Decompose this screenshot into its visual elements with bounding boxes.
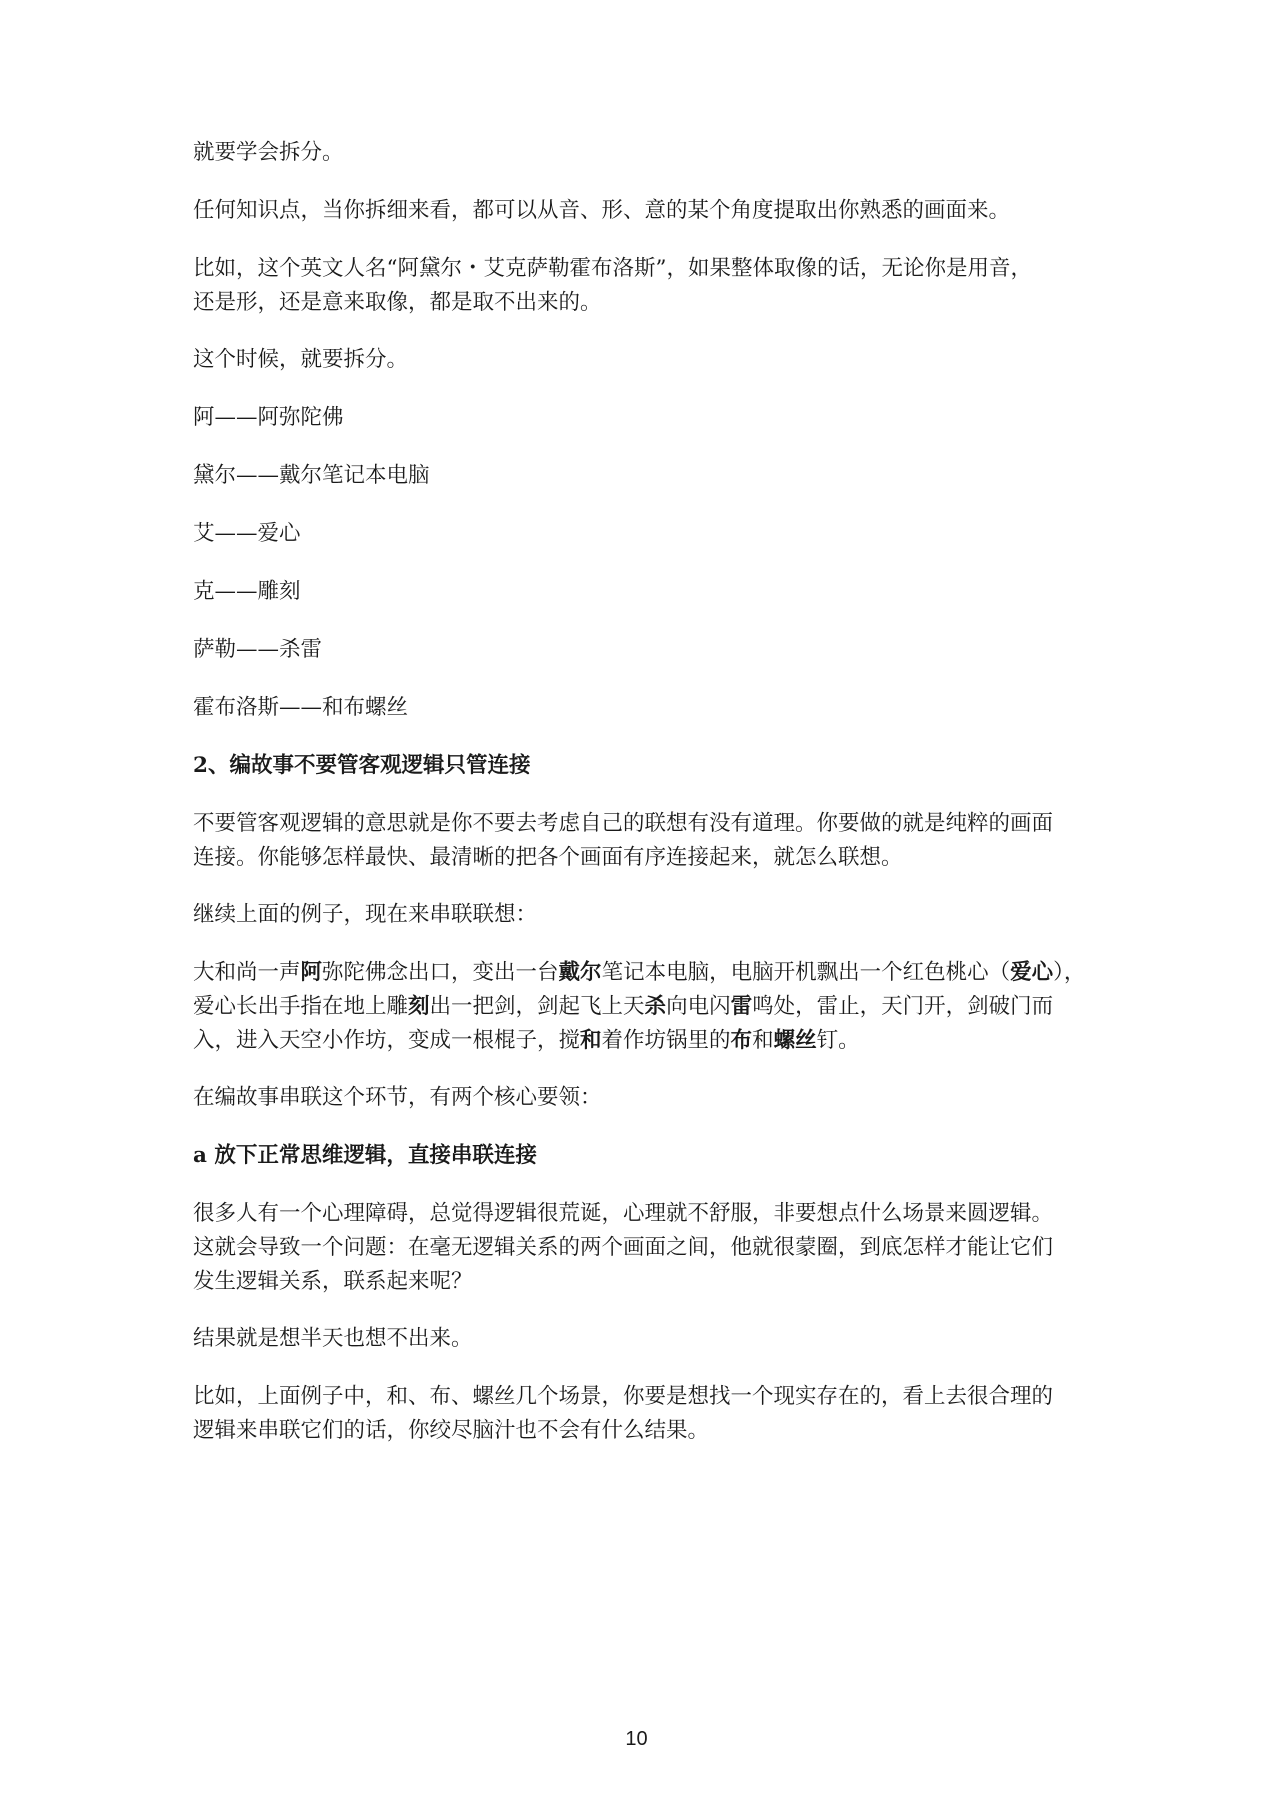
story-text: 入，进入天空小作坊，变成一根棍子，搅 bbox=[193, 1028, 581, 1053]
story-text: ）， bbox=[1053, 960, 1086, 985]
text-line: 黛尔——戴尔笔记本电脑 bbox=[193, 463, 430, 488]
bold-keyword: 布 bbox=[730, 1028, 753, 1053]
story-text: 钉。 bbox=[816, 1028, 860, 1053]
text-line: 霍布洛斯——和布螺丝 bbox=[193, 695, 409, 720]
text-line: 在编故事串联这个环节，有两个核心要领： bbox=[193, 1085, 602, 1110]
bold-keyword: 阿 bbox=[300, 960, 323, 985]
heading-text: a 放下正常思维逻辑，直接串联连接 bbox=[193, 1143, 537, 1168]
bold-keyword: 戴尔 bbox=[558, 960, 602, 985]
paragraph bbox=[193, 1197, 1088, 1299]
paragraph bbox=[193, 194, 1088, 228]
story-paragraph bbox=[193, 956, 1088, 1058]
story-text: 出一把剑，剑起飞上天 bbox=[429, 994, 645, 1019]
text-line: 艾——爱心 bbox=[193, 521, 301, 546]
paragraph bbox=[193, 1380, 1088, 1448]
story-line bbox=[193, 956, 1088, 990]
story-text: 鸣处，雷止，天门开，剑破门而 bbox=[752, 994, 1054, 1019]
text-line: 还是形，还是意来取像，都是取不出来的。 bbox=[193, 290, 602, 315]
paragraph bbox=[193, 898, 1088, 932]
story-text: 和 bbox=[752, 1028, 774, 1053]
story-text: 着作坊锅里的 bbox=[601, 1028, 731, 1053]
bold-keyword: 雷 bbox=[730, 994, 753, 1019]
paragraph bbox=[193, 136, 1088, 170]
section-heading bbox=[193, 749, 1088, 783]
heading-text: 2、编故事不要管客观逻辑只管连接 bbox=[193, 753, 531, 778]
paragraph bbox=[193, 1081, 1088, 1115]
sub-heading bbox=[193, 1139, 1088, 1173]
text-line: 这个时候，就要拆分。 bbox=[193, 347, 409, 372]
text-line: 逻辑来串联它们的话，你绞尽脑汁也不会有什么结果。 bbox=[193, 1418, 710, 1443]
story-text: 向电闪 bbox=[666, 994, 731, 1019]
list-item bbox=[193, 459, 1088, 493]
story-line bbox=[193, 990, 1088, 1024]
text-line: 阿——阿弥陀佛 bbox=[193, 405, 344, 430]
text-line: 就要学会拆分。 bbox=[193, 140, 344, 165]
list-item bbox=[193, 691, 1088, 725]
bold-keyword: 和 bbox=[580, 1028, 602, 1053]
text-line: 很多人有一个心理障碍，总觉得逻辑很荒诞，心理就不舒服，非要想点什么场景来圆逻辑。 bbox=[193, 1201, 1054, 1226]
text-line: 比如，这个英文人名“阿黛尔・艾克萨勒霍布洛斯”，如果整体取像的话，无论你是用音， bbox=[193, 256, 1032, 281]
text-line: 结果就是想半天也想不出来。 bbox=[193, 1326, 473, 1351]
bold-keyword: 爱心 bbox=[1010, 960, 1054, 985]
story-text: 爱心长出手指在地上雕 bbox=[193, 994, 409, 1019]
paragraph bbox=[193, 1322, 1088, 1356]
paragraph bbox=[193, 807, 1088, 875]
text-line: 发生逻辑关系，联系起来呢？ bbox=[193, 1269, 473, 1294]
list-item bbox=[193, 633, 1088, 667]
bold-keyword: 螺丝 bbox=[773, 1028, 817, 1053]
text-line: 不要管客观逻辑的意思就是你不要去考虑自己的联想有没有道理。你要做的就是纯粹的画面 bbox=[193, 811, 1054, 836]
bold-keyword: 刻 bbox=[408, 994, 430, 1019]
text-line: 这就会导致一个问题：在毫无逻辑关系的两个画面之间，他就很蒙圈，到底怎样才能让它们 bbox=[193, 1235, 1054, 1260]
text-line: 继续上面的例子，现在来串联联想： bbox=[193, 902, 538, 927]
text-line: 克——雕刻 bbox=[193, 579, 301, 604]
bold-keyword: 杀 bbox=[644, 994, 667, 1019]
story-text: 大和尚一声 bbox=[193, 960, 301, 985]
paragraph bbox=[193, 343, 1088, 377]
text-line: 任何知识点，当你拆细来看，都可以从音、形、意的某个角度提取出你熟悉的画面来。 bbox=[193, 198, 1011, 223]
story-text: 弥陀佛念出口，变出一台 bbox=[322, 960, 559, 985]
story-text: 笔记本电脑，电脑开机飘出一个红色桃心（ bbox=[601, 960, 1011, 985]
list-item bbox=[193, 517, 1088, 551]
text-line: 萨勒——杀雷 bbox=[193, 637, 323, 662]
list-item bbox=[193, 401, 1088, 435]
list-item bbox=[193, 575, 1088, 609]
text-line: 比如，上面例子中，和、布、螺丝几个场景，你要是想找一个现实存在的，看上去很合理的 bbox=[193, 1384, 1054, 1409]
story-line bbox=[193, 1024, 1088, 1058]
page-number: 10 bbox=[625, 1728, 648, 1750]
text-line: 连接。你能够怎样最快、最清晰的把各个画面有序连接起来，就怎么联想。 bbox=[193, 845, 903, 870]
paragraph bbox=[193, 252, 1088, 320]
